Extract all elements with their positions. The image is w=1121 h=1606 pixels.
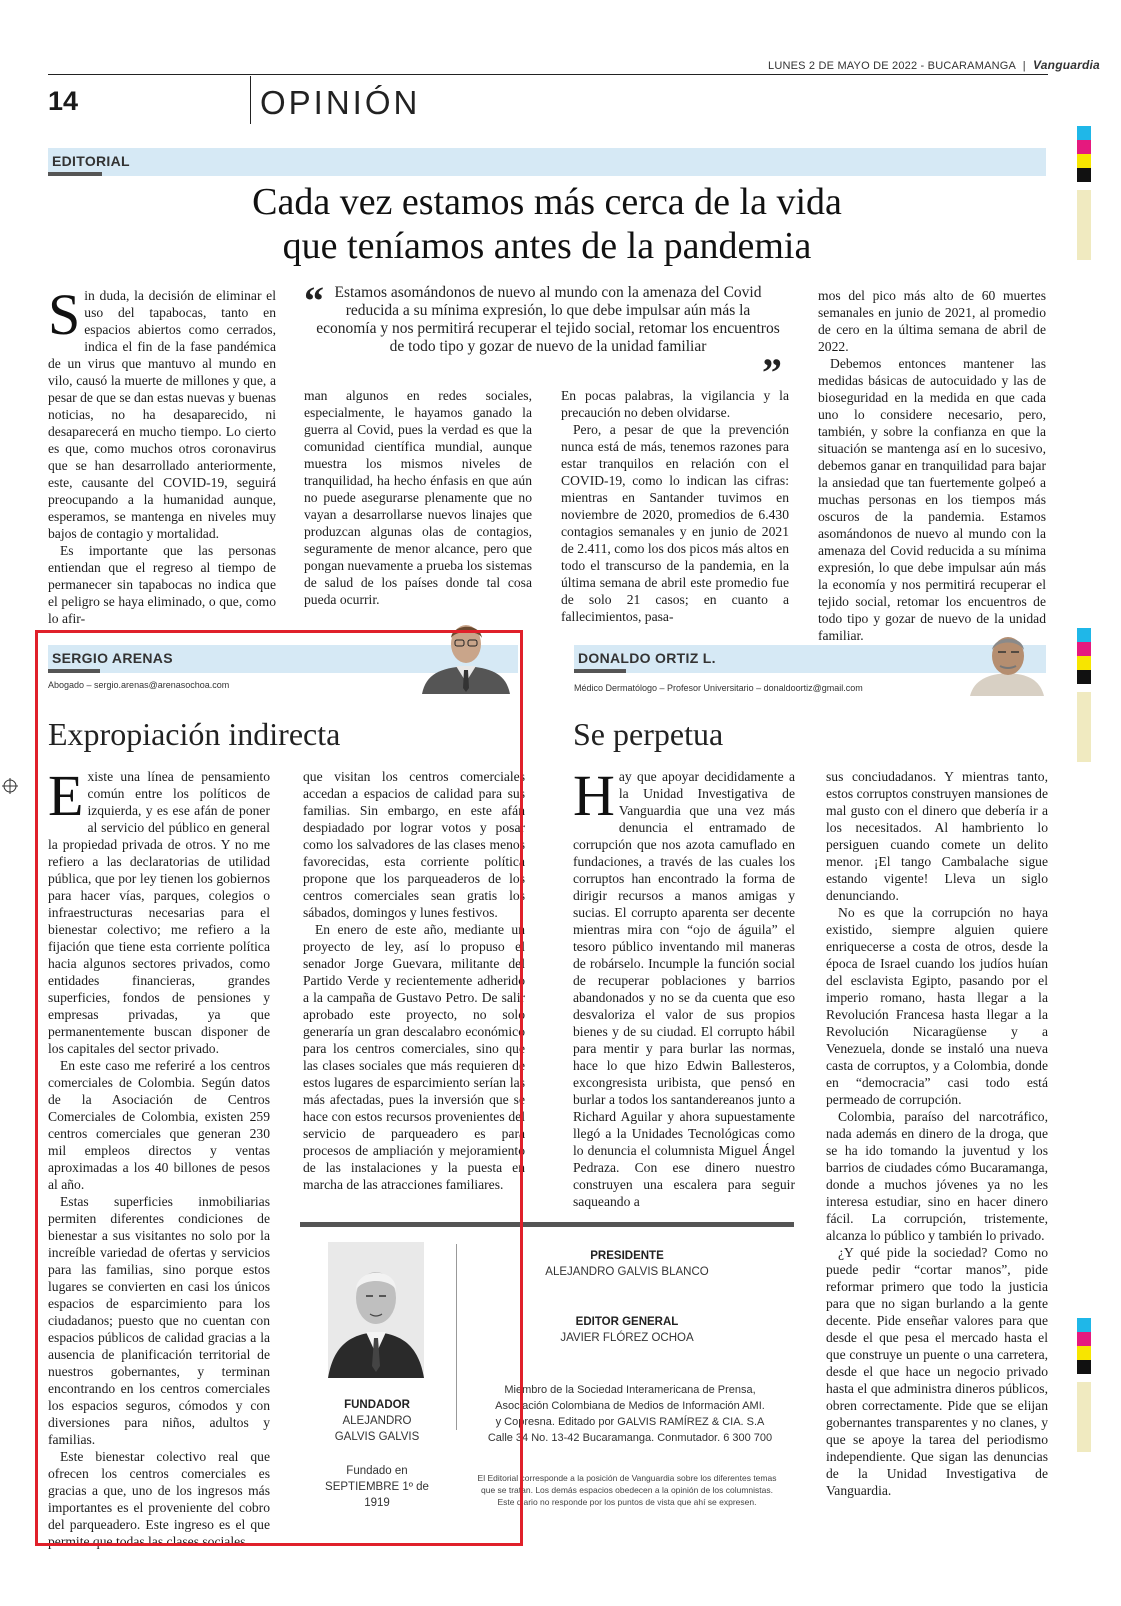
column-right-col1 (573, 763, 795, 1210)
close-quote-icon: ” (762, 350, 782, 395)
editorial-headline (48, 180, 1046, 268)
column-left-c1-p2: En este caso me referiré a los centros comerciales de Colombia. Según datos de la Asociación de Centros Comerciales de Colombia, existen 259 centros comerciales que generan 230 mil empleos directos y ventas aproximadas a los 40 billones de pesos al año. (48, 1058, 270, 1192)
column-left-byline: Abogado – sergio.arenas@arenasochoa.com (48, 680, 230, 690)
masthead-membership (470, 1382, 790, 1446)
column-right-author: DONALDO ORTIZ L. (578, 650, 716, 666)
editorial-dropcap: S (48, 282, 81, 347)
editorial-col2-p1: man algunos en redes sociales, especialmente, le hayamos ganado la guerra al Covid, pues la verdad es que la comunidad científica mundial, aunque muestra los mismos niveles de tranquilidad, ha hecho énfasis en que aún no puede asegurarse plenamente que no vayan a desarrollarse nuevos linajes que produzcan algunas olas de contagios, seguramente de menor alcance, pero que pongan nuevamente a prueba los sistemas de salud de los países donde tal cosa pueda ocurrir. (304, 388, 532, 607)
color-registration-strip-bottom (1077, 1318, 1091, 1452)
editor-name: JAVIER FLÓREZ OCHOA (560, 1332, 694, 1344)
page-number: 14 (48, 86, 79, 116)
founder-name-line1: ALEJANDRO (342, 1415, 412, 1427)
date-line: LUNES 2 DE MAYO DE 2022 - BUCARAMANGA (768, 60, 1016, 72)
founder-block (318, 1397, 436, 1511)
editorial-col1 (48, 282, 276, 627)
member-line1: Miembro de la Sociedad Interamericana de Prensa, (504, 1384, 756, 1396)
column-right-dropcap: H (573, 763, 615, 828)
column-right-c2-p4: ¿Y qué pide la sociedad? Como no puede pedir “cortar manos”, pide reformar primero que todo la justicia para que no sigan burlando a la gente decente. Pide enseñar valores para que desde el que pesa el mercado hasta el que construye un puente o una carretera, desde el que hace un negocio privado hasta el que administra dineros públicos, obren correctamente. Pide que se elijan gobernantes transparentes y no clanes, y que se apoye la tarea del periodismo independiente. Que sigan las denuncias de la Unidad Investigativa de Vanguardia. (826, 1245, 1048, 1498)
editorial-bar (48, 148, 1046, 176)
editorial-col2 (304, 387, 532, 608)
column-left-col2 (303, 768, 525, 1193)
column-right-c1-p1: ay que apoyar decididamente a la Unidad Investigativa de Vanguardia que una vez más denuncia el entramado de corrupción que nos azota camuflado en fundaciones, a través de las cuales los corruptos han encontrado la forma de dirigir recursos a manos amigas y sucias. El corrupto aparenta ser decente mientras mira con “ojo de águila” el tesoro público inventando mil maneras de robárselo. Incumple la función social de recuperar poblaciones y barrios abandonados y no se da cuenta que eso desvaloriza el valor de sus propios bienes y de su ciudad. El corrupto hábil para mentir y para burlar las normas, hace lo que hizo Edwin Ballesteros, excongresista uribista, que pensó en burlar a todos los santandereanos junto a Richard Aguilar y ahora supuestamente llegó a la Unidades Tecnológicas como lo denuncia el columnista Miguel Ángel Pedraza. Con ese dinero nuestro construyen una escalera para seguir saqueando a (573, 769, 795, 1209)
crosshair-icon (2, 778, 18, 794)
member-line2: Asociación Colombiana de Medios de Información AMI. (495, 1400, 765, 1412)
editorial-col1-p2: Es importante que las personas entiendan que el regreso al tiempo de permanecer sin tapabocas no indica que el peligro se haya eliminado, o que, como lo afir- (48, 543, 276, 626)
masthead-divider (456, 1244, 457, 1430)
column-left-author-photo (422, 616, 510, 694)
column-left-author: SERGIO ARENAS (52, 650, 173, 666)
header-divider (250, 76, 251, 124)
column-left-c2-p2: En enero de este año, mediante un proyecto de ley, así lo propuso el senador Jorge Guevara, militante del Partido Verde y recientemente adherido a la campaña de Gustavo Petro. De salir aprobado este proyecto, no solo generaría un gran descalabro económico para los centros comerciales, sino que las clases sociales que más requieren de estos lugares de esparcimiento serían las más afectadas, pues la inversión que se hace con estos recursos provenientes del servicio de parqueadero es para procesos de ampliación y mejoramiento de las instalaciones y la puesta en marcha de las atracciones familiares. (303, 922, 525, 1192)
masthead-disclaimer (462, 1472, 792, 1508)
column-left-col1 (48, 763, 270, 1550)
editorial-headline-line2: que teníamos antes de la pandemia (282, 225, 812, 267)
masthead-rule (300, 1222, 794, 1227)
editorial-col4 (818, 287, 1046, 644)
editorial-label-underline (48, 172, 102, 176)
editorial-col4-p2: Debemos entonces mantener las medidas básicas de autocuidado y las de bioseguridad en la medida en que cada uno lo considere necesario, pero, también, y sobre la confianza en que la situación se mantenga así en lo sucesivo, debemos ganar en tranquilidad para bajar la ansiedad que tan fuertemente golpeó a muchas personas en los tiempos más oscuros de la pandemia. Estamos asomándonos de nuevo al mundo con la amenaza del Covid reducida a su mínima expresión, lo que debe impulsar aún más la economía y nos permitirá recuperar el tejido social, retomar los encuentros de todo tipo y gozar de nuevo de la unidad familiar. (818, 356, 1046, 643)
editorial-pull-quote (304, 278, 786, 395)
disclaimer-line1: El Editorial corresponde a la posición de Vanguardia sobre los diferentes temas (477, 1473, 777, 1483)
column-left-dropcap: E (48, 763, 84, 828)
column-left-c1-p1: xiste una línea de pensamiento común entre los políticos de izquierda, y es ese afán de poner al servicio del público en general la propiedad privada de otros. Y no me refiero a las declaratorias de utilidad pública, que por ley tienen los gobiernos para hacer vías, parques, colegios o infraestructuras necesarias para el bienestar colectivo; me refiero a la fijación que tiene esta corriente política hacia algunos sectores privados, como entidades financieras, grandes superficies, fondos de pensiones y empresas privadas, ya que permanentemente buscan disponer de los capitales del sector privado. (48, 769, 270, 1056)
member-line3: y Copresna. Editado por GALVIS RAMÍREZ & CIA. S.A (495, 1416, 765, 1428)
president-name: ALEJANDRO GALVIS BLANCO (545, 1266, 709, 1278)
masthead-officers (520, 1248, 734, 1346)
editorial-col3-p1: En pocas palabras, la vigilancia y la precaución no deben olvidarse. (561, 388, 789, 420)
pull-quote-text: Estamos asomándonos de nuevo al mundo con la amenaza del Covid reducida a su mínima expresión, lo que debe impulsar aún más la economía y nos permitirá recuperar el tejido social, retomar los encuentros de todo tipo y gozar de nuevo de la unidad familiar (316, 284, 780, 355)
column-right-byline: Médico Dermatólogo – Profesor Universitario – donaldoortiz@gmail.com (574, 683, 863, 693)
column-left-title: Expropiación indirecta (48, 716, 341, 752)
column-left-c1-p3: Estas superficies inmobiliarias permiten diferentes condiciones de bienestar a sus visitantes no solo por la increíble variedad de ofertas y servicios para las familias, sino porque estos lugares se convierten en casi los únicos espacios de esparcimiento para los ciudadanos; puesto que no cuentan con espacios públicos de calidad gracias a la ausencia de planificación territorial de nuestros gobernantes, y terminan encontrando en los centros comerciales los espacios seguros, cómodos y con diversiones para niños, adultos y familias. (48, 1194, 270, 1447)
disclaimer-line3: Este diario no responde por los puntos de vista que ahí se expresen. (497, 1497, 757, 1507)
header-dateline: LUNES 2 DE MAYO DE 2022 - BUCARAMANGA | Vanguardia (768, 58, 1100, 72)
section-title: OPINIÓN (260, 84, 421, 121)
color-registration-strip-mid (1077, 628, 1091, 762)
editorial-col4-p1: mos del pico más alto de 60 muertes semanales en junio de 2021, al promedio de cero en la última semana de abril de 2022. (818, 288, 1046, 354)
open-quote-icon: “ (304, 278, 324, 323)
editorial-col3-p2: Pero, a pesar de que la prevención nunca está de más, tenemos razones para estar tranquilos en relación con el COVID-19, como lo indican las cifras: mientras en Santander tuvimos en noviembre de 2020, promedios de 6.430 contagios semanales y en junio de 2021 de 2.411, como los dos picos más altos en todo el transcurso de la pandemia, en la última semana de abril este promedio fue de solo 21 casos; en cuanto a fallecimientos, pasa- (561, 422, 789, 624)
column-right-title: Se perpetua (573, 716, 724, 752)
founded-date: SEPTIEMBRE 1º de 1919 (325, 1481, 429, 1509)
header-rule (48, 74, 1048, 75)
founder-photo (328, 1242, 424, 1378)
editorial-headline-line1: Cada vez estamos más cerca de la vida (252, 181, 842, 223)
brand-logo: Vanguardia (1033, 58, 1100, 72)
column-right-author-underline (574, 669, 626, 673)
editor-label: EDITOR GENERAL (575, 1316, 679, 1328)
column-right-col2 (826, 768, 1048, 1499)
founder-label: FUNDADOR (344, 1399, 410, 1411)
column-left-author-underline (48, 669, 100, 673)
column-right-author-photo (966, 628, 1046, 696)
column-right-c2-p2: No es que la corrupción no haya existido, siempre alguien quiere enriquecerse a costa de otros, desde la época de Israel cuando los judíos huían del esclavista Egipto, pasando por el imperio romano, hasta llegar a la Revolución Francesa hasta llegar a la Revolución Nicaragüense y a Venezuela, donde se instaló una nueva casta de corruptos, y a Colombia, donde en “democracia” casi todo está permeado de corrupción. (826, 905, 1048, 1107)
editorial-label: EDITORIAL (52, 153, 130, 169)
president-label: PRESIDENTE (590, 1250, 664, 1262)
column-left-c1-p4: Este bienestar colectivo real que ofrecen los centros comerciales es gracias a que, uno de los ingresos más importantes es el proveniente del cobro del parqueadero. Este ingreso es el que permite que todas las clases sociales (48, 1449, 270, 1549)
column-left-c2-p1: que visitan los centros comerciales accedan a espacios de calidad para sus familias. Sin embargo, en este afán despiadado por lograr votos y posar como los salvadores de las clases menos favorecidas, esta corriente política propone que los parqueaderos de los centros comerciales sean gratis los sábados, domingos y lunes festivos. (303, 769, 525, 920)
column-right-c2-p1: sus conciudadanos. Y mientras tanto, estos corruptos construyen mansiones de mal gusto con el dinero que debería ir a los necesitados. Al hambriento lo persiguen cuando comete un delito menor. ¡El tango Cambalache sigue estando vigente! Lleva un siglo denunciando. (826, 769, 1048, 903)
member-line4: Calle 34 No. 13-42 Bucaramanga. Conmutador. 6 300 700 (487, 1432, 773, 1444)
editorial-col3 (561, 387, 789, 625)
color-registration-strip-top (1077, 126, 1091, 260)
disclaimer-line2: que se tratan. Los demás espacios obedecen a la opinión de los columnistas. (480, 1485, 774, 1495)
founder-name-line2: GALVIS GALVIS (334, 1431, 420, 1443)
column-right-c2-p3: Colombia, paraíso del narcotráfico, nada además en dinero de la droga, que se ha ido tomando la juventud y los barrios de ciudades cómo Bucaramanga, donde a muchos jóvenes ya no les interesa estudiar, sino en hacer dinero fácil. La corrupción, tristemente, alcanza lo público y también lo privado. (826, 1109, 1048, 1243)
founded-label: Fundado en (346, 1465, 408, 1477)
editorial-col1-p1: in duda, la decisión de eliminar el uso del tapabocas, tanto en espacios abiertos como cerrados, indica el fin de la fase pandémica de un virus que mantuvo al mundo en vilo, causó la muerte de millones y que, a pesar de que se dan estas nuevas y buenas noticias, no ha desaparecido, ni desaparecerá en mucho tiempo. Lo cierto es que, como muchos otros coronavirus que se han desarrollado anteriormente, este, causante del COVID-19, seguirá preocupando a la humanidad aunque, esperamos, se mantenga en niveles muy bajos de contagio y mortalidad. (48, 288, 276, 541)
